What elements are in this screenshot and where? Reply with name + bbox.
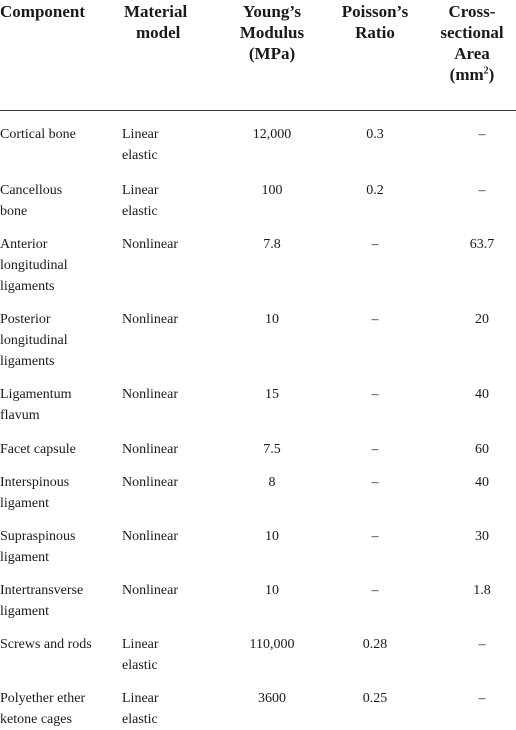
cell-component: Interspinous ligament [0, 460, 122, 514]
table-row [0, 166, 516, 222]
table-row [0, 372, 516, 426]
cell-poissons-ratio: 0.28 [322, 622, 428, 676]
cell-material-model: Nonlinear [122, 222, 222, 297]
cell-youngs-modulus: 12,000 [222, 111, 322, 167]
header-youngs-modulus: Young’s Modulus (MPa) [222, 0, 322, 111]
cell-component: Intertransverse ligament [0, 568, 122, 622]
cell-youngs-modulus: 3600 [222, 676, 322, 730]
cell-youngs-modulus: 100 [222, 166, 322, 222]
cell-material-model: Nonlinear [122, 426, 222, 460]
cell-material-model: Linear elastic [122, 111, 222, 167]
cell-poissons-ratio: – [322, 460, 428, 514]
cell-cross-sectional-area: – [428, 622, 516, 676]
cell-poissons-ratio: – [322, 426, 428, 460]
cell-component: Anterior longitudinal ligaments [0, 222, 122, 297]
cell-cross-sectional-area: 40 [428, 460, 516, 514]
cell-cross-sectional-area: 20 [428, 297, 516, 372]
cell-component: Cortical bone [0, 111, 122, 167]
cell-poissons-ratio: 0.3 [322, 111, 428, 167]
cell-component: Facet capsule [0, 426, 122, 460]
cell-material-model: Linear elastic [122, 676, 222, 730]
cell-component: Supraspinous ligament [0, 514, 122, 568]
cell-youngs-modulus: 10 [222, 514, 322, 568]
cell-cross-sectional-area: – [428, 676, 516, 730]
cell-material-model: Nonlinear [122, 514, 222, 568]
cell-youngs-modulus: 8 [222, 460, 322, 514]
cell-component: Screws and rods [0, 622, 122, 676]
cell-cross-sectional-area: – [428, 166, 516, 222]
cell-poissons-ratio: 0.25 [322, 676, 428, 730]
cell-youngs-modulus: 7.8 [222, 222, 322, 297]
table-row [0, 111, 516, 167]
cell-material-model: Nonlinear [122, 460, 222, 514]
header-poissons-ratio: Poisson’s Ratio [322, 0, 428, 111]
cell-youngs-modulus: 110,000 [222, 622, 322, 676]
cell-youngs-modulus: 10 [222, 297, 322, 372]
cell-cross-sectional-area: 60 [428, 426, 516, 460]
cell-material-model: Nonlinear [122, 372, 222, 426]
cell-cross-sectional-area: – [428, 111, 516, 167]
table-row [0, 460, 516, 514]
table-header-row [0, 0, 516, 111]
table-row [0, 568, 516, 622]
cell-component: Cancellous bone [0, 166, 122, 222]
cell-poissons-ratio: – [322, 372, 428, 426]
table-row [0, 676, 516, 730]
cell-cross-sectional-area: 1.8 [428, 568, 516, 622]
cell-cross-sectional-area: 63.7 [428, 222, 516, 297]
cell-poissons-ratio: 0.2 [322, 166, 428, 222]
table-row [0, 514, 516, 568]
header-cross-sectional-area: Cross- sectional Area $(mm^2)$ [428, 0, 516, 111]
cell-poissons-ratio: – [322, 568, 428, 622]
table-body [0, 111, 516, 730]
cell-material-model: Nonlinear [122, 568, 222, 622]
cell-material-model: Linear elastic [122, 166, 222, 222]
table-row [0, 622, 516, 676]
table-row [0, 426, 516, 460]
cell-poissons-ratio: – [322, 222, 428, 297]
header-material-model: Material model [122, 0, 222, 111]
cell-component: Ligamentum flavum [0, 372, 122, 426]
header-component: Component [0, 0, 122, 111]
cell-material-model: Linear elastic [122, 622, 222, 676]
cell-component: Polyether ether ketone cages [0, 676, 122, 730]
cell-poissons-ratio: – [322, 514, 428, 568]
cell-cross-sectional-area: 30 [428, 514, 516, 568]
cell-youngs-modulus: 15 [222, 372, 322, 426]
cell-material-model: Nonlinear [122, 297, 222, 372]
cell-youngs-modulus: 7.5 [222, 426, 322, 460]
cell-youngs-modulus: 10 [222, 568, 322, 622]
cell-component: Posterior longitudinal ligaments [0, 297, 122, 372]
cell-poissons-ratio: – [322, 297, 428, 372]
table-row [0, 297, 516, 372]
table-row [0, 222, 516, 297]
cell-cross-sectional-area: 40 [428, 372, 516, 426]
